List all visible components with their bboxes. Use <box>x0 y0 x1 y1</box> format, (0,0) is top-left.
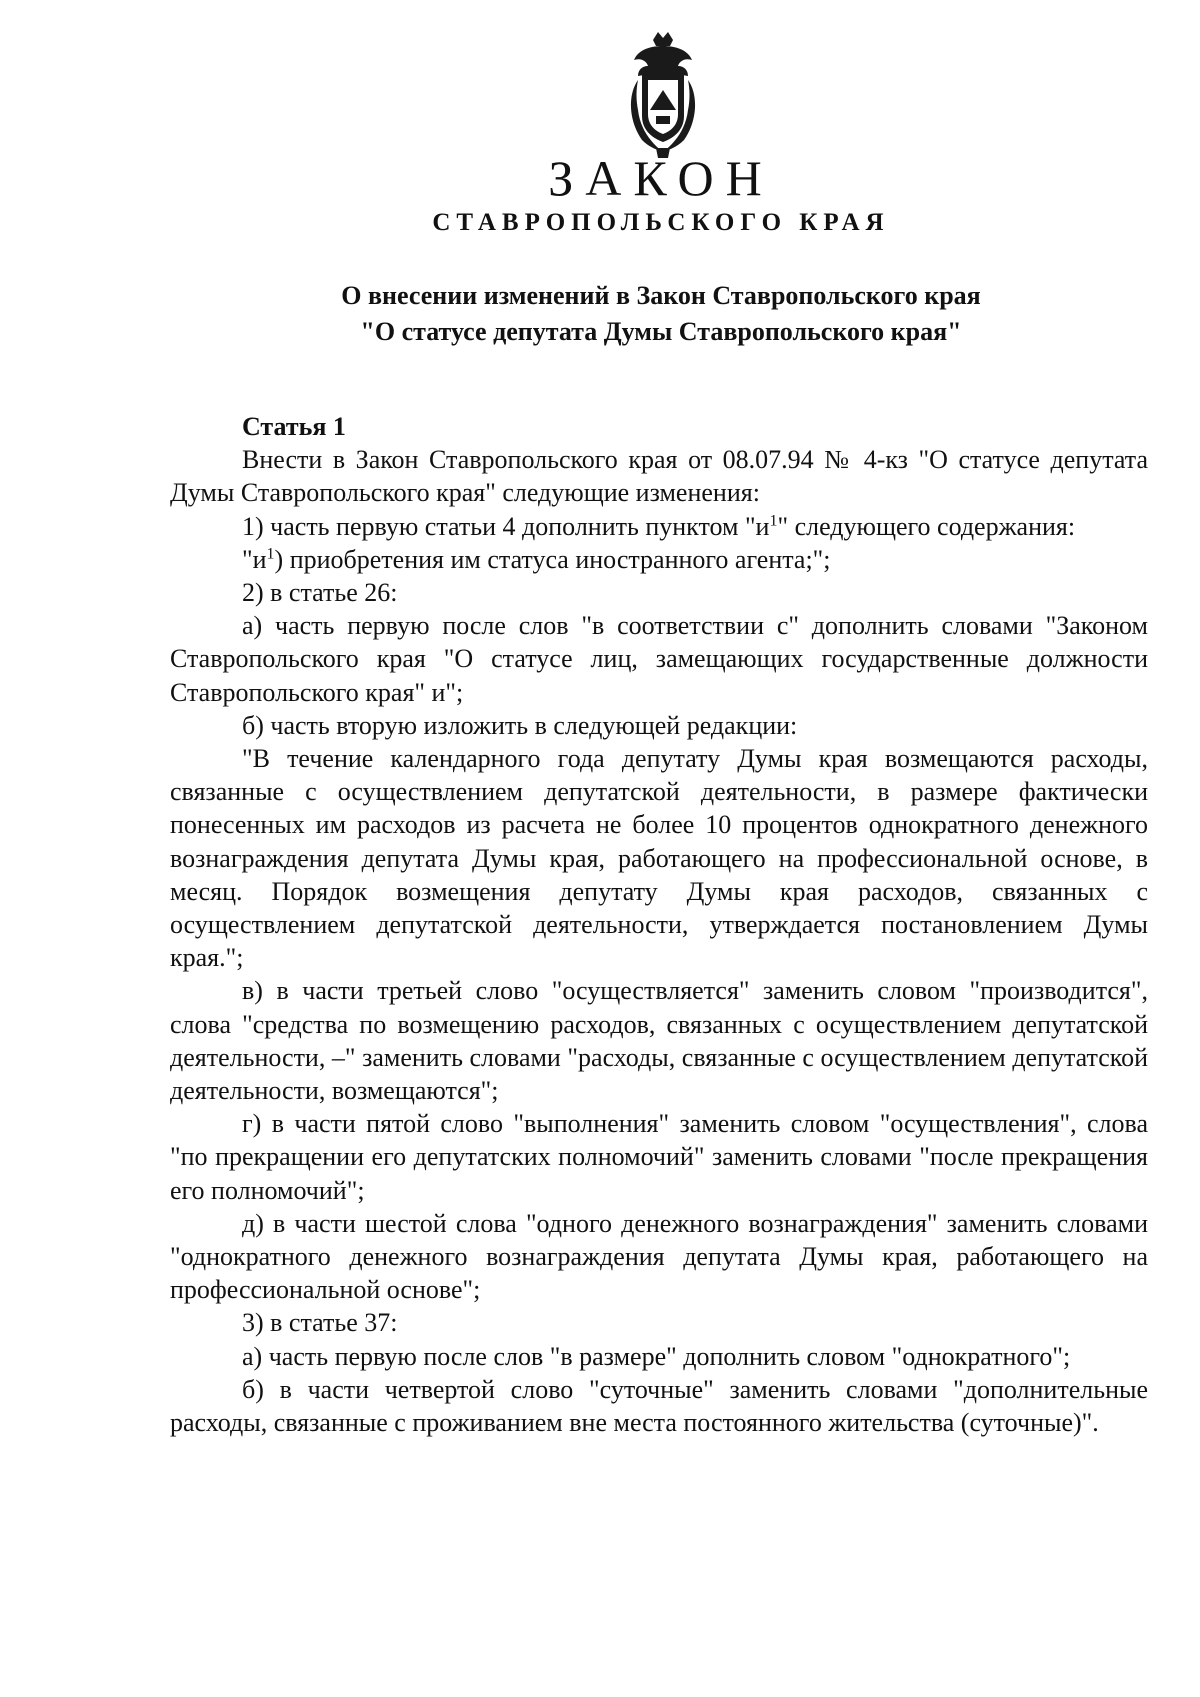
article-body <box>170 410 1148 1439</box>
document-title: ЗАКОН <box>548 150 774 206</box>
item-2b: б) часть вторую изложить в следующей редакции: <box>242 710 798 740</box>
document-subtitle: СТАВРОПОЛЬСКОГО КРАЯ <box>432 209 890 236</box>
item-1 <box>170 510 1148 543</box>
law-heading-line-1: О внесении изменений в Закон Ставропольского края <box>341 281 981 310</box>
article-intro: Внести в Закон Ставропольского края от 08.07.94 № 4-кз "О статусе депутата Думы Ставропольского края" следующие изменения: <box>170 445 1148 508</box>
article-title: Статья 1 <box>242 412 346 441</box>
item-1-quote-before: "и <box>242 544 267 574</box>
item-1-text-after: " следующего содержания: <box>777 511 1076 541</box>
item-2v: в) в части третьей слово "осуществляется" заменить словом "производится", слова "средства по возмещению расходов, связанных с осуществлением депутатской деятельности, –" заменить словами "расходы, связанные с осуществлением депутатской деятельности, возмещаются"; <box>170 976 1148 1106</box>
item-1-quote <box>170 543 1148 576</box>
item-1-text-before: 1) часть первую статьи 4 дополнить пунктом "и <box>242 511 770 541</box>
item-1-superscript: 1 <box>769 511 778 529</box>
law-heading-line-2: "О статусе депутата Думы Ставропольского края" <box>360 317 962 346</box>
item-3b: б) в части четвертой слово "суточные" заменить словами "дополнительные расходы, связанные с проживанием вне места постоянного жительства (суточные)". <box>170 1374 1148 1438</box>
item-2g: г) в части пятой слово "выполнения" заменить словом "осуществления", слова "по прекращении его депутатских полномочий" заменить словами "после прекращения его полномочий"; <box>170 1109 1148 1205</box>
law-heading <box>0 278 1200 350</box>
item-2a: а) часть первую после слов "в соответствии с" дополнить словами "Законом Ставропольского края "О статусе лиц, замещающих государственные должности Ставропольского края" и"; <box>170 611 1148 707</box>
coat-of-arms-icon <box>620 30 706 160</box>
item-3a: а) часть первую после слов "в размере" дополнить словом "однократного"; <box>242 1341 1071 1371</box>
item-2d: д) в части шестой слова "одного денежного вознаграждения" заменить словами "однократного денежного вознаграждения депутата Думы края, работающего на профессиональной основе"; <box>170 1208 1148 1305</box>
item-2: 2) в статье 26: <box>242 578 398 608</box>
item-1-quote-superscript: 1 <box>266 545 275 563</box>
item-1-quote-after: ) приобретения им статуса иностранного агента;"; <box>274 544 831 574</box>
item-3: 3) в статье 37: <box>242 1308 398 1338</box>
item-2b-quote: "В течение календарного года депутату Думы края возмещаются расходы, связанные с осуществлением депутатской деятельности, в размере фактически понесенных им расходов из расчета не более 10 процентов однократного денежного вознаграждения депутата Думы края, работающего на профессиональной основе, в месяц. Порядок возмещения депутату Думы края расходов, связанных с осуществлением депутатской деятельности, утверждается постановлением Думы края."; <box>170 744 1148 973</box>
